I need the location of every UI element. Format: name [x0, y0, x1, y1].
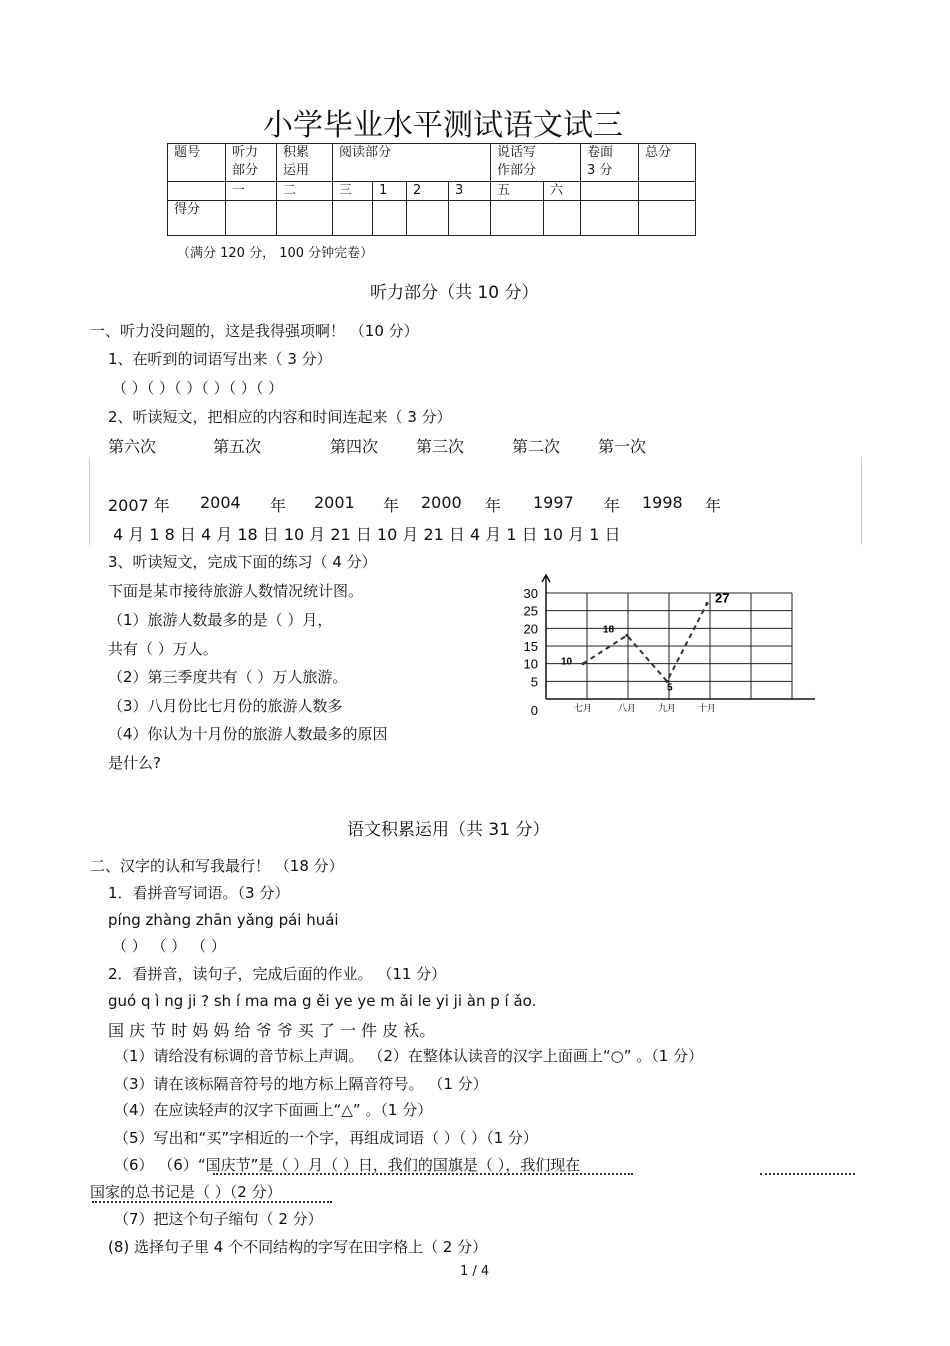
- score-table-cell: 题号: [168, 144, 226, 182]
- q1-sub3-item: 共有（ ）万人。: [108, 640, 218, 658]
- y-tick-label: 10: [523, 656, 538, 672]
- y-tick-label: 25: [523, 603, 538, 619]
- q1-sub3-item: （1）旅游人数最多的是（ ）月，: [108, 611, 333, 629]
- x-tick-label: 八月: [617, 703, 637, 713]
- data-label: 27: [715, 590, 730, 606]
- year-label: 2001: [314, 493, 355, 512]
- time-label: 第二次: [512, 437, 561, 456]
- y-tick-label: 30: [523, 586, 538, 601]
- q1-title: 一、听力没问题的，这是我得强项啊！ （10 分）: [90, 322, 419, 340]
- data-label: 5: [667, 682, 673, 694]
- q1-sub2: 2、听读短文，把相应的内容和时间连起来（ 3 分）: [108, 408, 452, 426]
- q1-sub3-item: （2）第三季度共有（ ）万人旅游。: [108, 668, 348, 686]
- data-point: [705, 602, 708, 605]
- year-label: 年: [383, 496, 400, 515]
- q2-item: （4）在应读轻声的汉字下面画上“△” 。（1 分）: [114, 1101, 433, 1119]
- year-label: 2004: [200, 493, 241, 512]
- score-table-cell: 听力 部分: [226, 144, 277, 182]
- exam-note: （满分 120 分， 100 分钟完卷）: [177, 246, 374, 261]
- year-label: 2007 年: [108, 496, 170, 515]
- score-table-cell: 一: [226, 182, 277, 201]
- chart-intro: 下面是某市接待旅游人数情况统计图。: [108, 582, 364, 600]
- q2-item: （1）请给没有标调的音节标上声调。 （2）在整体认读音的汉字上面画上“○” 。（1 分）: [114, 1047, 704, 1065]
- year-label: 年: [604, 496, 621, 515]
- q1-sub1: 1、在听到的词语写出来（ 3 分）: [108, 350, 332, 368]
- page-number: 1 / 4: [460, 1264, 490, 1279]
- series-line: [583, 604, 707, 682]
- q2-item: （7）把这个句子缩句（ 2 分）: [114, 1210, 323, 1228]
- page-title: 小学毕业水平测试语文试三: [263, 108, 623, 143]
- score-table-cell: 3: [449, 182, 491, 201]
- score-table-cell: [168, 182, 226, 201]
- q2-title: 二、汉字的认和写我最行！ （18 分）: [90, 857, 344, 875]
- data-label: 10: [561, 656, 573, 668]
- q2-item: （5）写出和“买”字相近的一个字，再组成词语（ ）（ ）（1 分）: [114, 1129, 538, 1147]
- x-tick-label: 十月: [697, 703, 717, 713]
- q2-sub2: 2．看拼音，读句子，完成后面的作业。 （11 分）: [108, 965, 447, 983]
- score-table-cell: 五: [491, 182, 544, 201]
- q2-item: (8) 选择句子里 4 个不同结构的字写在田字格上（ 2 分）: [108, 1238, 488, 1256]
- tourism-line-chart: [515, 572, 815, 722]
- time-label: 第一次: [598, 437, 647, 456]
- score-table-cell: [639, 182, 696, 201]
- pinyin-row: píng zhàng zhān yǎng pái huái: [108, 911, 339, 929]
- x-tick-label: 七月: [573, 703, 593, 713]
- time-label: 第六次: [108, 437, 157, 456]
- section-heading-listening: 听力部分（共 10 分）: [370, 283, 539, 303]
- y-tick-label: 0: [530, 703, 538, 718]
- year-label: 2000: [421, 493, 462, 512]
- score-table-cell: 卷面 3 分: [581, 144, 639, 182]
- score-table: [167, 143, 696, 236]
- y-tick-label: 20: [523, 621, 538, 637]
- score-table-cell: 得分: [168, 201, 226, 236]
- time-label: 第四次: [330, 437, 379, 456]
- score-table-cell: 积累 运用: [277, 144, 333, 182]
- year-label: 1997: [533, 493, 574, 512]
- x-tick-label: 九月: [657, 703, 677, 713]
- q1-sub1-blanks: （ ）（ ）（ ）（ ）（ ）（ ）: [112, 379, 284, 397]
- sentence-hanzi: 国 庆 节 时 妈 妈 给 爷 爷 买 了 一 件 皮 袄。: [108, 1021, 436, 1040]
- year-label: 年: [485, 496, 502, 515]
- score-table-cell: 说话写 作部分: [491, 144, 581, 182]
- q1-sub3-item: （3）八月份比七月份的旅游人数多: [108, 697, 343, 715]
- year-label: 1998: [642, 493, 683, 512]
- divider-left: [89, 457, 90, 545]
- divider-right: [861, 457, 862, 545]
- score-table-cell: 六: [544, 182, 581, 201]
- section-heading-accumulation: 语文积累运用（共 31 分）: [347, 820, 550, 840]
- score-table-cell: [581, 182, 639, 201]
- y-tick-label: 15: [523, 639, 538, 654]
- sentence-pinyin: guó q ì ng ji ? sh í ma ma g ěi ye ye m ǎi le yi ji àn p í ǎo.: [108, 992, 537, 1010]
- year-label: 年: [270, 496, 287, 515]
- q2-item6-cont: 国家的总书记是（ ）（2 分）: [90, 1183, 282, 1201]
- q2-sub1: 1．看拼音写词语。（3 分）: [108, 884, 290, 902]
- year-label: 年: [705, 496, 722, 515]
- pinyin-blanks: （ ） （ ） （ ）: [112, 937, 226, 955]
- time-label: 第五次: [213, 437, 262, 456]
- score-table-cell: 二: [277, 182, 333, 201]
- time-label: 第三次: [416, 437, 465, 456]
- score-table-cell: 总分: [639, 144, 696, 182]
- q1-sub3-item: 是什么?: [108, 754, 161, 772]
- data-point: [581, 662, 584, 665]
- q1-sub3: 3、听读短文，完成下面的练习（ 4 分）: [108, 553, 377, 571]
- q2-item: （3）请在该标隔音符号的地方标上隔音符号。 （1 分）: [114, 1075, 488, 1093]
- q2-item6: （6） （6）“国庆节”是（ ）月（ ）日，我们的国旗是（ ），我们现在: [114, 1156, 581, 1174]
- score-table-cell: 2: [407, 182, 449, 201]
- y-tick-label: 5: [530, 674, 538, 690]
- score-table-cell: 三: [333, 182, 373, 201]
- score-table-cell: 阅读部分: [333, 144, 491, 182]
- data-label: 18: [603, 624, 615, 636]
- score-table-cell: 1: [373, 182, 407, 201]
- date-row: 4 月 1 8 日 4 月 18 日 10 月 21 日 10 月 21 日 4 月 1 日 10 月 1 日: [113, 525, 621, 544]
- q1-sub3-item: （4）你认为十月份的旅游人数最多的原因: [108, 725, 388, 743]
- data-point: [625, 634, 628, 637]
